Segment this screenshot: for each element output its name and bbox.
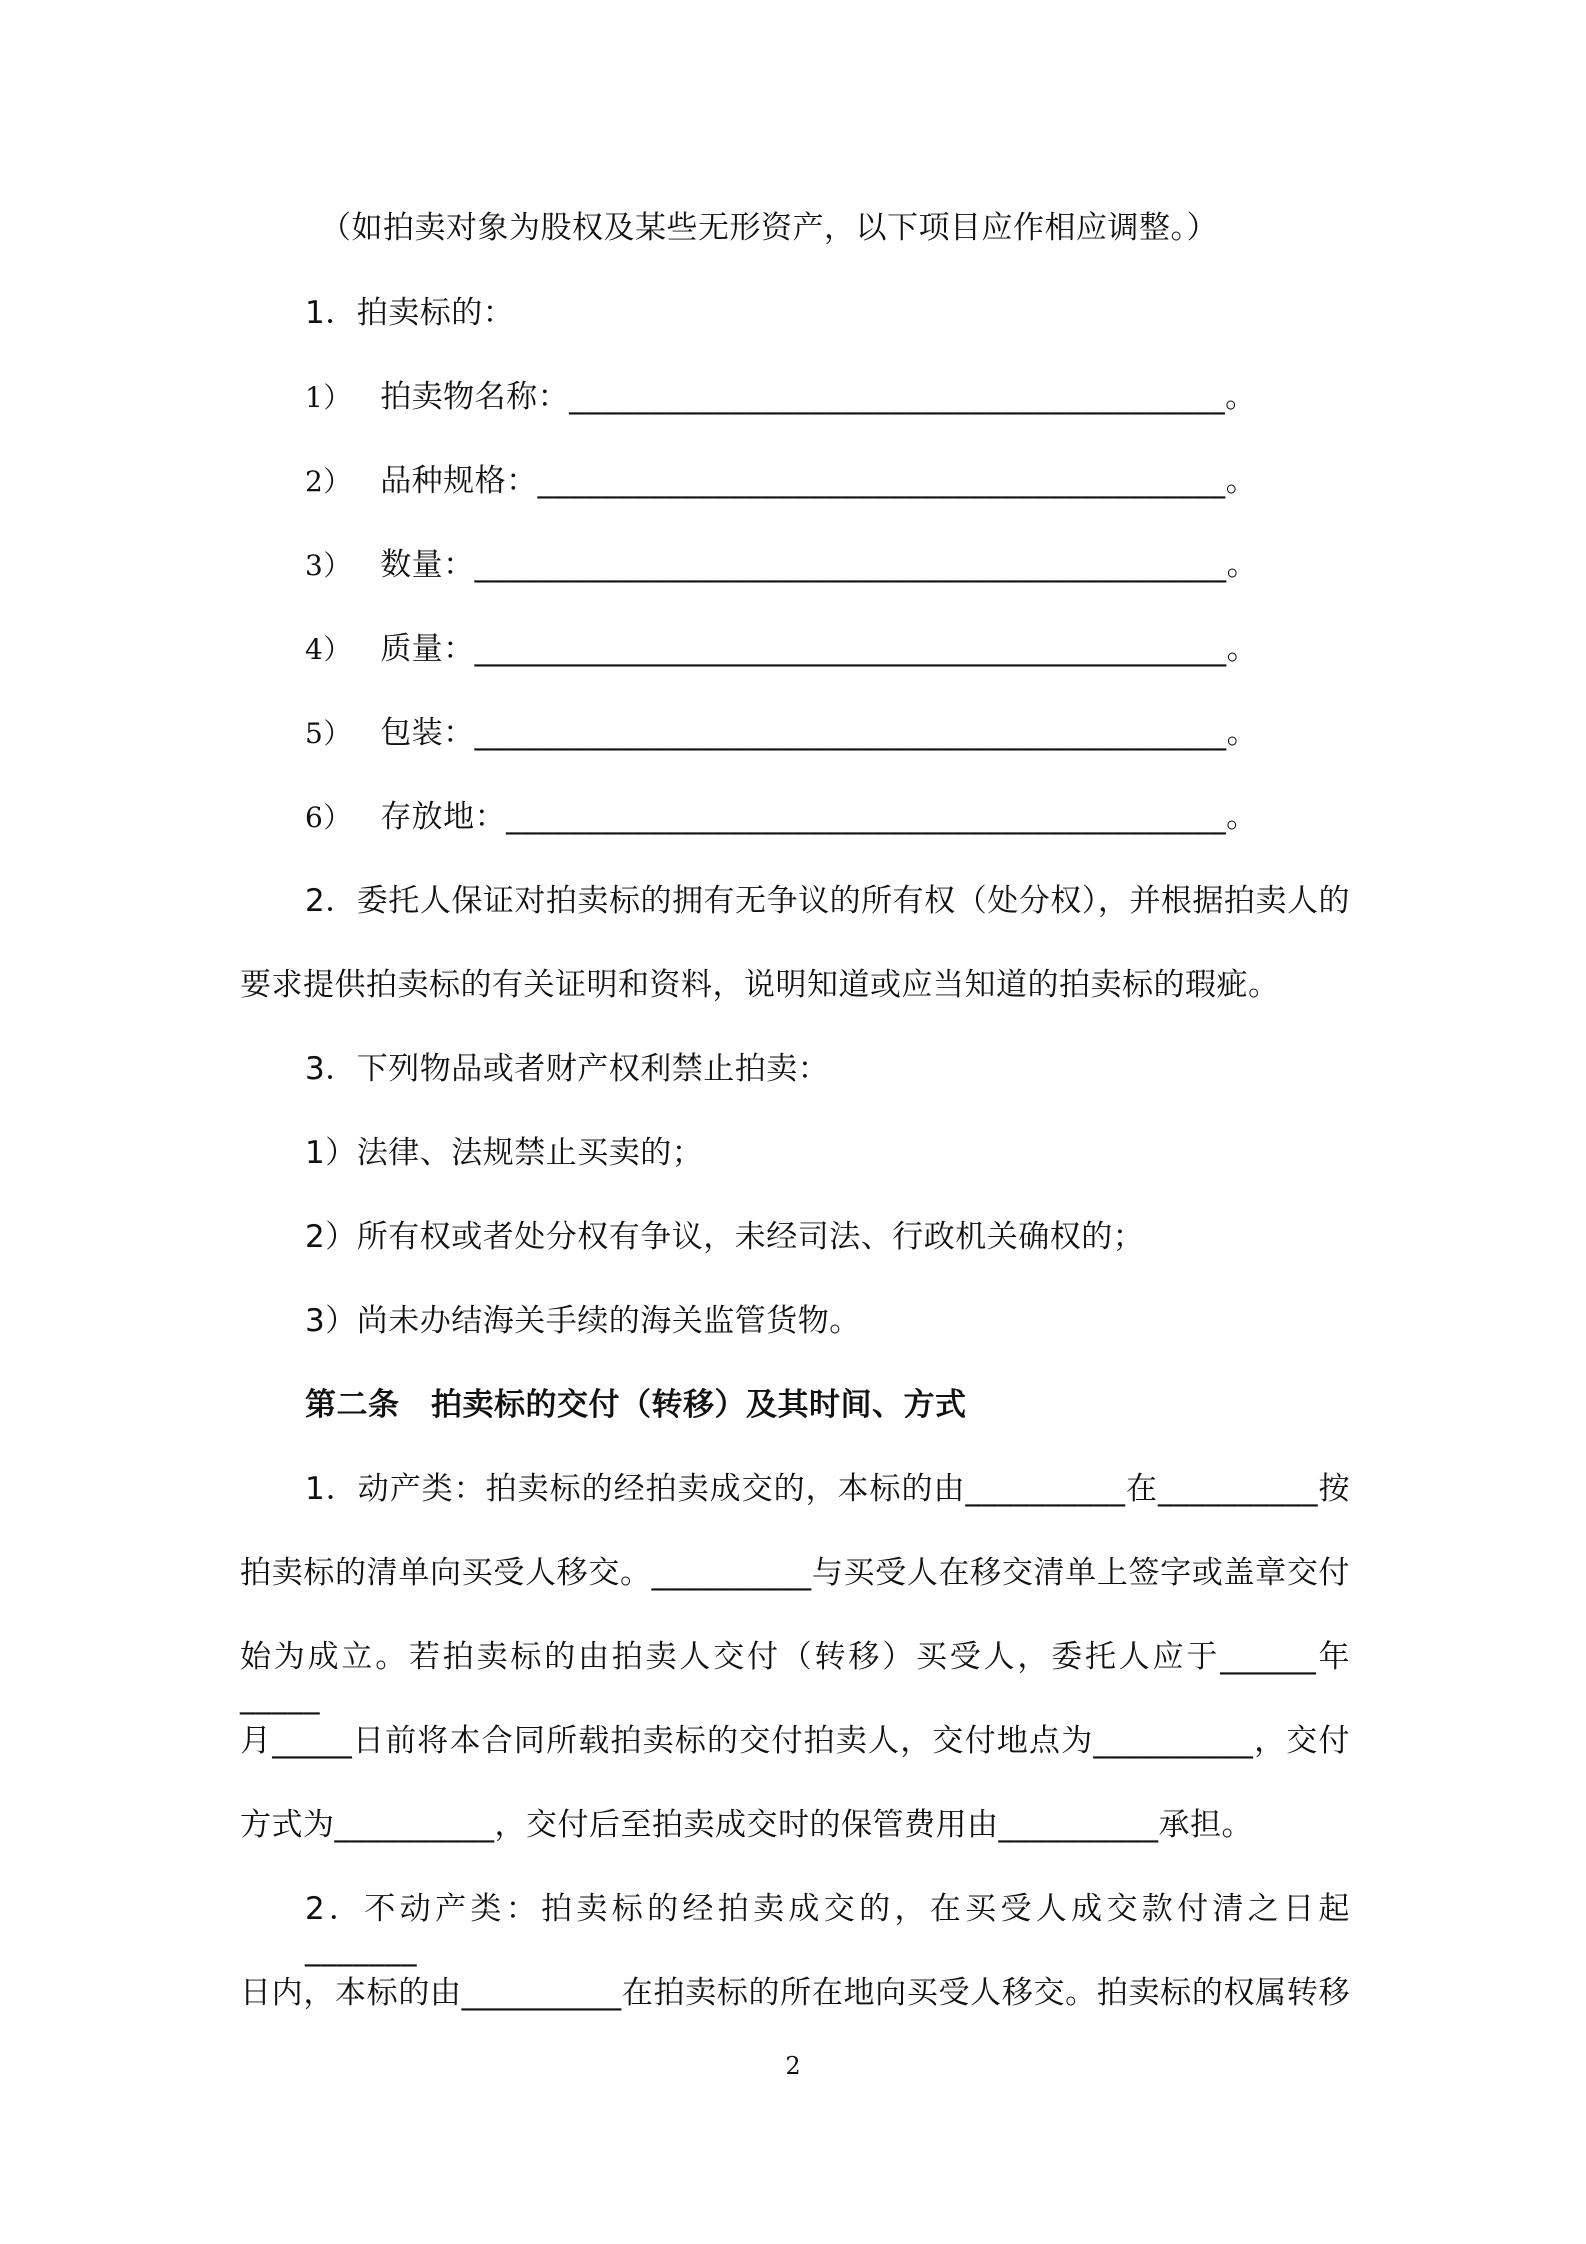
note-adjustment: （如拍卖对象为股权及某些无形资产，以下项目应作相应调整。） [320, 210, 1218, 246]
list-item [305, 797, 1415, 838]
movable-property-line-4: 月_____日前将本合同所载拍卖标的交付拍卖人，交付地点为__________，交付 [240, 1723, 1350, 1759]
prohibited-item-2: 2）所有权或者处分权有争议，未经司法、行政机关确权的； [305, 1219, 1145, 1255]
movable-property-line-5: 方式为__________，交付后至拍卖成交时的保管费用由__________承担。 [240, 1807, 1253, 1843]
item-number: 5） [305, 717, 352, 750]
section-3-heading: 3．下列物品或者财产权利禁止拍卖： [305, 1051, 830, 1087]
field-storage-location: 存放地：_____________________________________________。 [380, 799, 1258, 835]
item-number: 3） [305, 549, 352, 582]
item-number: 1） [305, 381, 352, 414]
field-packaging: 包装：_______________________________________________。 [380, 715, 1259, 751]
section-1-heading: 1．拍卖标的： [305, 295, 515, 331]
prohibited-item-3: 3）尚未办结海关手续的海关监管货物。 [305, 1303, 861, 1339]
article-2-heading: 第二条 拍卖标的交付（转移）及其时间、方式 [305, 1387, 967, 1423]
list-item [305, 629, 1415, 670]
field-quantity: 数量：_______________________________________________。 [380, 547, 1259, 583]
movable-property-line-1: 1．动产类：拍卖标的经拍卖成交的，本标的由__________在__________按 [305, 1471, 1350, 1507]
list-item [305, 377, 1415, 418]
paragraph-ownership-line-1: 2．委托人保证对拍卖标的拥有无争议的所有权（处分权），并根据拍卖人的 [305, 883, 1350, 919]
list-item [305, 713, 1415, 754]
item-number: 4） [305, 633, 352, 666]
list-item [305, 461, 1415, 502]
item-number: 6） [305, 801, 352, 834]
real-estate-line-1: 2．不动产类：拍卖标的经拍卖成交的，在买受人成交款付清之日起_______ [305, 1891, 1350, 1967]
prohibited-item-1: 1）法律、法规禁止买卖的； [305, 1135, 704, 1171]
paragraph-ownership-line-2: 要求提供拍卖标的有关证明和资料，说明知道或应当知道的拍卖标的瑕疵。 [240, 967, 1280, 1003]
movable-property-line-3: 始为成立。若拍卖标的由拍卖人交付（转移）买受人，委托人应于______年_____ [240, 1639, 1350, 1715]
list-item [305, 545, 1415, 586]
movable-property-line-2: 拍卖标的清单向买受人移交。__________与买受人在移交清单上签字或盖章交付 [240, 1555, 1350, 1591]
page-number: 2 [785, 2052, 801, 2080]
field-quality: 质量：_______________________________________________。 [380, 631, 1259, 667]
item-number: 2） [305, 465, 352, 498]
field-specification: 品种规格：___________________________________________。 [380, 463, 1258, 499]
field-auction-item-name: 拍卖物名称：_________________________________________。 [380, 379, 1257, 415]
real-estate-line-2: 日内，本标的由__________在拍卖标的所在地向买受人移交。拍卖标的权属转移 [240, 1975, 1350, 2011]
